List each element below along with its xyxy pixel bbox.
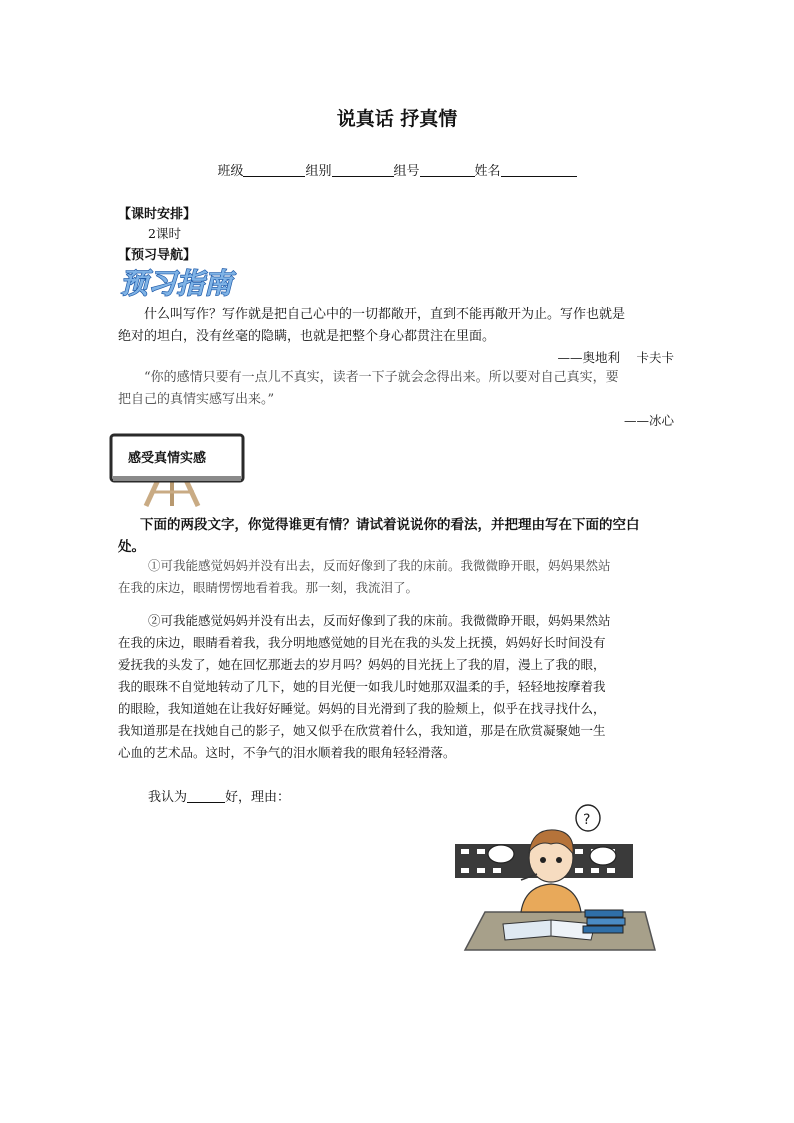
group-label: 组别	[305, 164, 332, 179]
passage-2-line: 的眼睑，我知道她在让我好好睡觉。妈妈的目光滑到了我的脸颊上，似乎在找寻找什么，	[118, 701, 606, 716]
passage-1-line2: 在我的床边，眼睛愣愣地看着我。那一刻，我流泪了。	[118, 580, 419, 595]
book-stack	[583, 926, 623, 933]
sign-label: 感受真情实感	[128, 451, 207, 466]
answer-line	[148, 786, 290, 805]
passage-1-line1: ①可我能感觉妈妈并没有出去，反而好像到了我的床前。我微微睁开眼，妈妈果然站	[148, 558, 611, 573]
task-prompt-line2: 处。	[118, 539, 145, 555]
banner-text: 预习指南	[120, 267, 233, 300]
easel-sign	[108, 432, 248, 508]
answer-prefix: 我认为	[148, 790, 188, 805]
passage-2	[118, 610, 688, 764]
passage-2-line: 我知道那是在找她自己的影子，她又似乎在欣赏着什么，我知道，那是在欣赏凝聚她一生	[118, 723, 606, 738]
number-label: 组号	[393, 164, 420, 179]
quote1-line1: 什么叫写作？写作就是把自己心中的一切都敞开，直到不能再敞开为止。写作也就是	[144, 307, 626, 322]
name-label: 姓名	[474, 164, 501, 179]
answer-blank[interactable]	[187, 789, 225, 803]
quote2-line2: 把自己的真情实感写出来。”	[118, 392, 275, 407]
class-label: 班级	[217, 164, 244, 179]
number-blank[interactable]	[420, 163, 475, 177]
thinking-student-illustration	[455, 800, 665, 960]
task-prompt-line1: 下面的两段文字，你觉得谁更有情？请试着说说你的看法，并把理由写在下面的空白	[140, 517, 640, 533]
page-title: 说真话 抒真情	[336, 108, 458, 130]
student-info-row	[0, 160, 794, 179]
preview-guide-banner	[116, 262, 246, 302]
open-book-left	[503, 920, 551, 940]
sign-shadow	[113, 476, 241, 481]
bubble-right	[590, 847, 616, 865]
name-blank[interactable]	[501, 163, 577, 177]
quote2	[118, 367, 678, 411]
question-mark: ?	[583, 812, 591, 828]
passage-2-line: 心血的艺术品。这时，不争气的泪水顺着我的眼角轻轻滑落。	[118, 745, 456, 760]
passage-2-line: 我的眼珠不自觉地转动了几下，她的目光便一如我儿时她那双温柔的手，轻轻地按摩着我	[118, 679, 606, 694]
quote1-attribution: ——奥地利 卡夫卡	[557, 350, 674, 365]
passage-2-line: 爱抚我的头发了，她在回忆那逝去的岁月吗？妈妈的目光抚上了我的眉，漫上了我的眼，	[118, 657, 606, 672]
passage-2-line: ②可我能感觉妈妈并没有出去，反而好像到了我的床前。我微微睁开眼，妈妈果然站	[148, 613, 611, 628]
quote2-attribution: ——冰心	[623, 413, 674, 428]
preview-heading: 【预习导航】	[118, 248, 197, 263]
schedule-value: 2课时	[148, 226, 181, 241]
passage-1	[118, 555, 678, 599]
schedule-heading: 【课时安排】	[118, 207, 197, 222]
group-blank[interactable]	[332, 163, 394, 177]
student-body	[521, 884, 581, 912]
quote1-line2: 绝对的坦白，没有丝毫的隐瞒，也就是把整个身心都贯注在里面。	[118, 329, 496, 344]
quote1	[118, 304, 678, 348]
passage-2-line: 在我的床边，眼睛看着我，我分明地感觉她的目光在我的头发上抚摸，妈妈好长时间没有	[118, 635, 606, 650]
class-blank[interactable]	[243, 163, 305, 177]
bubble-left	[488, 845, 514, 863]
answer-suffix: 好，理由：	[225, 790, 291, 805]
quote2-line1: “你的感情只要有一点儿不真实，读者一下子就会念得出来。所以要对自己真实，要	[144, 370, 619, 385]
task-prompt	[118, 514, 678, 558]
